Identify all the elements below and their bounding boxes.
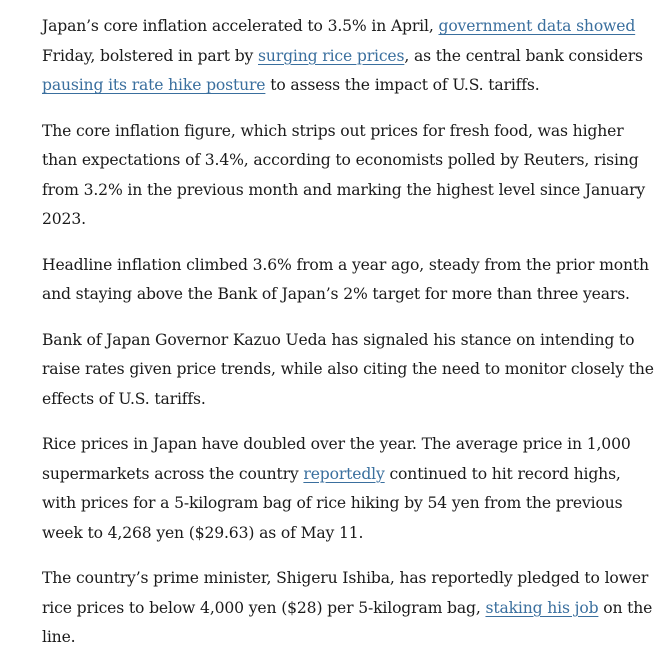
link-government-data[interactable]: government data showed <box>438 17 636 35</box>
paragraph-text: continued to hit record highs, with prices for a 5-kilogram bag of rice hiking by 54 yen from the previous week to 4,268 yen ($29.63) as of May 11. <box>42 464 623 542</box>
paragraph-core-inflation <box>42 12 654 101</box>
paragraph-text: Japan’s core inflation accelerated to 3.5% in April, <box>42 17 439 35</box>
paragraph-text: to assess the impact of U.S. tariffs. <box>265 76 540 94</box>
article-body <box>42 12 654 669</box>
link-pausing-rate-hike[interactable]: pausing its rate hike posture <box>42 76 266 94</box>
paragraph-prime-minister <box>42 564 654 653</box>
paragraph-text: Friday, bolstered in part by <box>42 46 259 65</box>
link-reportedly[interactable]: reportedly <box>303 464 385 483</box>
paragraph-boj-governor: Bank of Japan Governor Kazuo Ueda has signaled his stance on intending to raise rates given price trends, while also citing the need to monitor closely the effects of U.S. tariffs. <box>42 330 654 408</box>
paragraph-text: The country’s prime minister, Shigeru Ishiba, has reportedly pledged to lower rice prices to below 4,000 yen ($28) per 5-kilogram bag, <box>42 569 649 617</box>
paragraph-text: on the line. <box>42 598 653 646</box>
paragraph-text: Rice prices in Japan have doubled over the year. The average price in 1,000 supermarkets across the country <box>42 435 631 483</box>
link-surging-rice-prices[interactable]: surging rice prices <box>258 46 405 65</box>
paragraph-core-figure: The core inflation figure, which strips out prices for fresh food, was higher than expectations of 3.4%, according to economists polled by Reuters, rising from 3.2% in the previous month and marking the highest level since January 2023. <box>42 121 646 228</box>
paragraph-text: , as the central bank considers <box>404 46 643 65</box>
link-staking-his-job[interactable]: staking his job <box>485 598 599 617</box>
paragraph-headline-inflation: Headline inflation climbed 3.6% from a year ago, steady from the prior month and staying above the Bank of Japan’s 2% target for more than three years. <box>42 255 649 303</box>
paragraph-rice-prices <box>42 430 654 548</box>
